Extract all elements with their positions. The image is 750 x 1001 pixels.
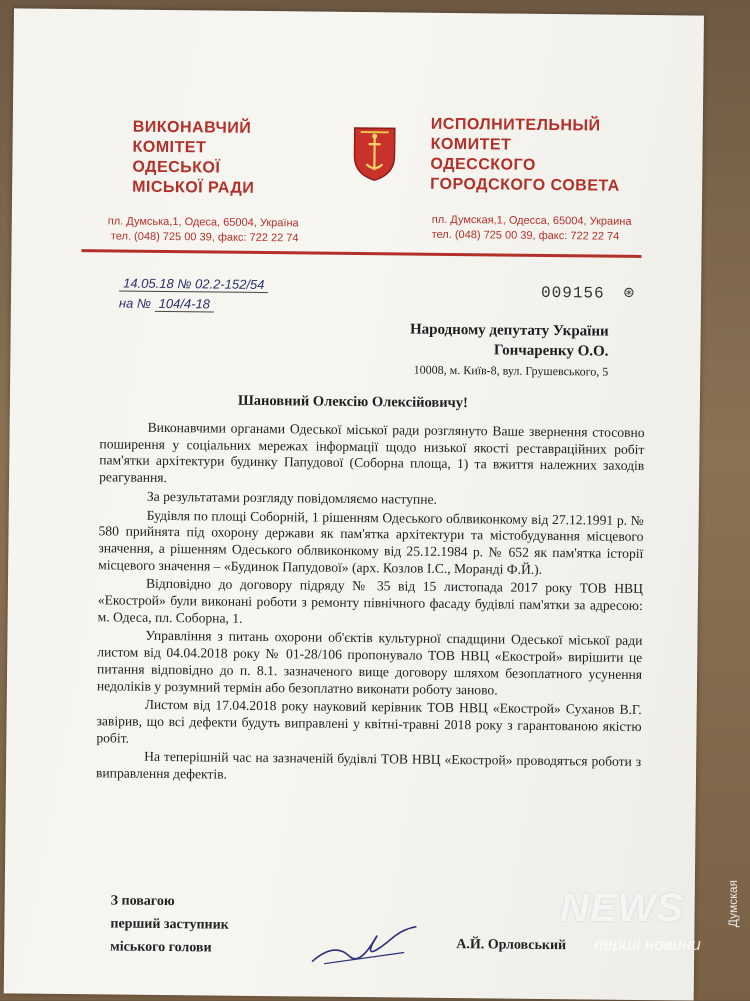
recipient-block bbox=[409, 320, 608, 382]
signer-position: перший заступник bbox=[110, 916, 229, 933]
body-paragraph: Листом від 17.04.2018 року науковий керівник ТОВ НВЦ «Екострой» Суханов В.Г. завірив, що всі дефекти будуть виправлені у квітні-травні 2018 року з гарантованою якістю робіт. bbox=[96, 697, 642, 746]
signer-name: А.Й. Орловський bbox=[456, 937, 567, 954]
org-name-line: КОМИТЕТ bbox=[430, 135, 512, 154]
closing-line: З повагою bbox=[110, 893, 175, 910]
reference-label: на № bbox=[118, 295, 152, 311]
letter-body bbox=[96, 419, 645, 789]
address-line: пл. Думская,1, Одесса, 65004, Украина bbox=[431, 213, 632, 228]
org-name-line: ОДЕССКОГО bbox=[430, 155, 536, 174]
letter-sheet bbox=[4, 8, 704, 1000]
registration-reference bbox=[119, 296, 214, 312]
org-name-line: МІСЬКОЇ РАДИ bbox=[132, 178, 255, 197]
body-paragraph: Відповідно до договору підряду № 35 від 15 листопада 2017 року ТОВ НВЦ «Екострой» були виконані роботи з ремонту північного фасаду будівлі пам'ятки за адресою: м. Одеса, пл. Соборна, 1. bbox=[97, 576, 644, 626]
body-paragraph: Будівля по площі Соборній, 1 рішенням Одеського облвиконкому від 27.12.1991 р. № 580 прийнята під охорону держави як пам'ятка архітектури та містобудування місцевого значення, а рішенням Одеського облвиконкому від 25.12.1984 р. № 652 як пам'ятка історії місцевого значення – «Будинок Папудової» (арх. Козлов І.С., Моранді Ф.Й.). bbox=[98, 507, 644, 577]
recipient-name: Гончаренку О.О. bbox=[493, 342, 609, 360]
org-name-line: ИСПОЛНИТЕЛЬНЫЙ bbox=[430, 115, 601, 135]
body-paragraph: На теперішній час на зазначеній будівлі ТОВ НВЦ «Екострой» проводяться роботи з виправлення дефектів. bbox=[95, 749, 642, 782]
org-address-ukrainian bbox=[108, 214, 299, 246]
serial-number: 009156 bbox=[540, 283, 605, 303]
recipient-title: Народному депутату України bbox=[409, 321, 609, 340]
org-address-russian bbox=[432, 213, 632, 245]
recipient-address: 10008, м. Київ-8, вул. Грушевського, 5 bbox=[413, 362, 609, 379]
org-name-line: ОДЕСЬКОЇ bbox=[132, 158, 221, 177]
org-name-russian bbox=[430, 115, 620, 197]
body-paragraph: Управління з питань охорони об'єктів культурної спадщини Одеської міської ради листом від 04.04.2018 року № 01-28/106 пропонувало ТОВ НВЦ «Екострой» вирішити це питання відповідно до п. 8.1. зазначеного вище договору шляхом безоплатного усунення недоліків у розумний термін або безоплатно виконати роботу заново. bbox=[96, 628, 643, 698]
signer-position: міського голови bbox=[110, 939, 212, 956]
watermark-brand: NEWS bbox=[560, 886, 684, 930]
signature-block bbox=[110, 889, 229, 959]
body-paragraph: За результатами розгляду повідомляємо наступне. bbox=[146, 488, 438, 507]
registration-date-number bbox=[119, 276, 268, 293]
handwritten-signature bbox=[304, 921, 425, 972]
org-name-ukrainian bbox=[132, 118, 255, 199]
contacts-line: тел. (048) 725 00 39, факс: 722 22 74 bbox=[110, 230, 299, 245]
header-divider bbox=[81, 249, 641, 258]
body-paragraph: Виконавчими органами Одеської міської ради розглянуто Ваше звернення стосовно поширення у соціальних мережах інформації щодо низької якості реставраційних робіт пам'ятки архітектури будинку Папудової (Соборна площа, 1) та вжиття належних заходів реагування. bbox=[99, 419, 645, 486]
org-name-line: ГОРОДСКОГО СОВЕТА bbox=[430, 175, 620, 195]
registration-value: 14.05.18 № 02.2-152/54 bbox=[119, 276, 268, 294]
watermark-side-text: Думская bbox=[726, 880, 740, 928]
contacts-line: тел. (048) 725 00 39, факс: 722 22 74 bbox=[431, 228, 620, 243]
reference-value: 104/4-18 bbox=[155, 296, 214, 313]
watermark-tagline: перші новини bbox=[594, 935, 701, 954]
org-name-line: КОМІТЕТ bbox=[132, 138, 207, 157]
org-name-line: ВИКОНАВЧИЙ bbox=[132, 118, 252, 137]
greeting: Шановний Олексію Олексійовичу! bbox=[237, 392, 468, 412]
address-line: пл. Думська,1, Одеса, 65004, Україна bbox=[107, 215, 299, 230]
odesa-coat-of-arms-icon bbox=[350, 124, 399, 182]
serial-mark-icon: ⊛ bbox=[622, 285, 635, 301]
